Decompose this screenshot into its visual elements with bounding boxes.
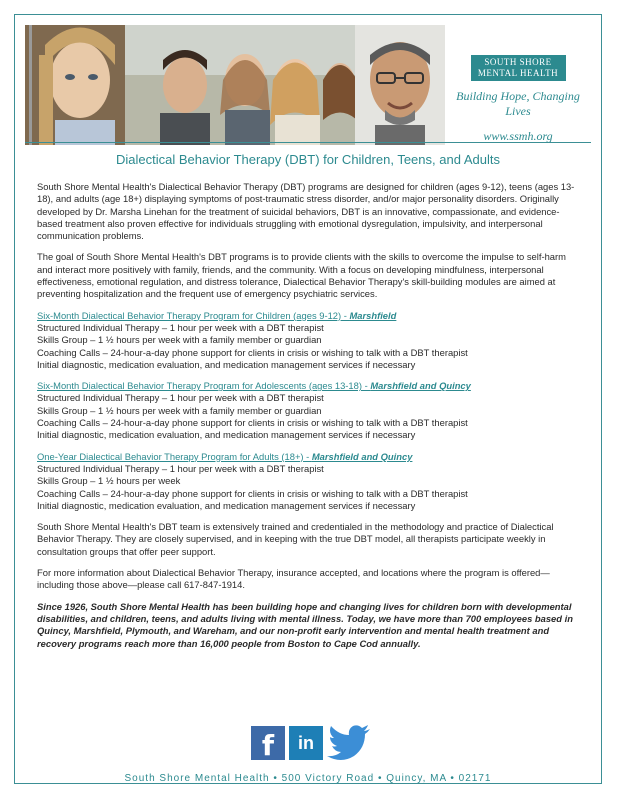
program-location: Marshfield and Quincy — [370, 380, 471, 392]
program-title-text: Six-Month Dialectical Behavior Therapy Program for Adolescents (ages 13-18) - — [37, 380, 371, 392]
program-line: Structured Individual Therapy – 1 hour per week with a DBT therapist — [37, 321, 324, 333]
facebook-icon[interactable]: f — [251, 726, 285, 760]
intro-paragraph-1: South Shore Mental Health's Dialectical Behavior Therapy (DBT) programs are designed for children (ages 9-12), teens (ages 13-18), and adults (age 18+) displaying symptoms of post-traumatic stress disorder, and/or major personality disorders. Originally developed by Dr. Marsha Linehan for the treatment of suicidal behaviors, DBT is an innovative, compassionate, and evidence-based treatment also proven effective for individuals struggling with emotional dysregulation, impulsivity, and interpersonal communication problems. — [37, 181, 575, 242]
logo-line1: SOUTH SHORE — [484, 57, 552, 67]
program-children — [37, 310, 583, 371]
program-line: Structured Individual Therapy – 1 hour per week with a DBT therapist — [37, 462, 324, 474]
program-line: Skills Group – 1 ½ hours per week with a family member or guardian — [37, 404, 322, 416]
program-line: Initial diagnostic, medication evaluation, and medication management services if necessary — [37, 499, 416, 511]
program-line: Initial diagnostic, medication evaluation, and medication management services if necessary — [37, 358, 416, 370]
photo-teens — [125, 25, 355, 145]
program-line: Coaching Calls – 24-hour-a-day phone support for clients in crisis or wishing to talk with a DBT therapist — [37, 487, 468, 499]
header-banner — [25, 25, 591, 145]
program-title[interactable] — [37, 310, 583, 322]
twitter-icon[interactable] — [327, 725, 371, 761]
main-content — [37, 181, 583, 659]
program-title[interactable] — [37, 451, 583, 463]
program-line: Skills Group – 1 ½ hours per week with a family member or guardian — [37, 334, 322, 346]
page-frame — [14, 14, 602, 784]
title-divider — [25, 142, 591, 143]
closing-paragraph: Since 1926, South Shore Mental Health has been building hope and changing lives for children born with developmental disabilities, and children, teens, and adults living with mental illness. Today, we have more than 700 employees based in Quincy, Marshfield, Plymouth, and Wareham, and our non-profit early intervention and mental health treatment and recovery programs reach more than 16,000 people from Boston to Cape Cod annually. — [37, 600, 573, 649]
program-title-text: Six-Month Dialectical Behavior Therapy Program for Children (ages 9-12) - — [37, 309, 350, 321]
page-title: Dialectical Behavior Therapy (DBT) for Children, Teens, and Adults — [116, 152, 500, 167]
photo-girl — [25, 25, 125, 145]
team-paragraph: South Shore Mental Health's DBT team is extensively trained and credentialed in the methodology and practice of Dialectical Behavior Therapy. They are closely supervised, and in keeping with the true DBT model, all therapists participate weekly in consultation groups that offer peer support. — [37, 521, 554, 557]
program-line: Skills Group – 1 ½ hours per week — [37, 475, 181, 487]
website-link[interactable]: www.ssmh.org — [483, 129, 553, 143]
program-line: Initial diagnostic, medication evaluation, and medication management services if necessary — [37, 429, 416, 441]
program-title-text: One-Year Dialectical Behavior Therapy Program for Adults (18+) - — [37, 450, 312, 462]
intro-paragraph-2: The goal of South Shore Mental Health's DBT programs is to provide clients with the skills to overcome the impulse to self-harm and interact more positively with family, friends, and the community. With a focus on developing mindfulness, interpersonal effectiveness, emotional regulation, and distress tolerance, Dialectical Behavior Therapy's skill-building modules are aimed at preventing hospitalization and the frequent use of emergency psychiatric services. — [37, 251, 566, 300]
program-adolescents — [37, 380, 583, 441]
program-location: Marshfield — [349, 309, 397, 321]
brand-block — [445, 25, 591, 145]
program-adults — [37, 451, 583, 512]
program-location: Marshfield and Quincy — [311, 450, 413, 462]
social-links — [251, 723, 371, 763]
program-line: Coaching Calls – 24-hour-a-day phone support for clients in crisis or wishing to talk with a DBT therapist — [37, 346, 468, 358]
more-info-paragraph: For more information about Dialectical Behavior Therapy, insurance accepted, and locations where the program is offered—including those above—please call 617-847-1914. — [37, 567, 550, 591]
program-line: Structured Individual Therapy – 1 hour per week with a DBT therapist — [37, 392, 324, 404]
logo[interactable] — [471, 55, 566, 81]
program-title[interactable] — [37, 380, 583, 392]
footer-address: South Shore Mental Health • 500 Victory Road • Quincy, MA • 02171 — [124, 773, 492, 784]
logo-line2: MENTAL HEALTH — [477, 68, 559, 78]
tagline: Building Hope, Changing Lives — [456, 89, 580, 118]
photo-man — [355, 25, 445, 145]
linkedin-icon[interactable]: in — [289, 726, 323, 760]
program-line: Coaching Calls – 24-hour-a-day phone support for clients in crisis or wishing to talk with a DBT therapist — [37, 417, 468, 429]
